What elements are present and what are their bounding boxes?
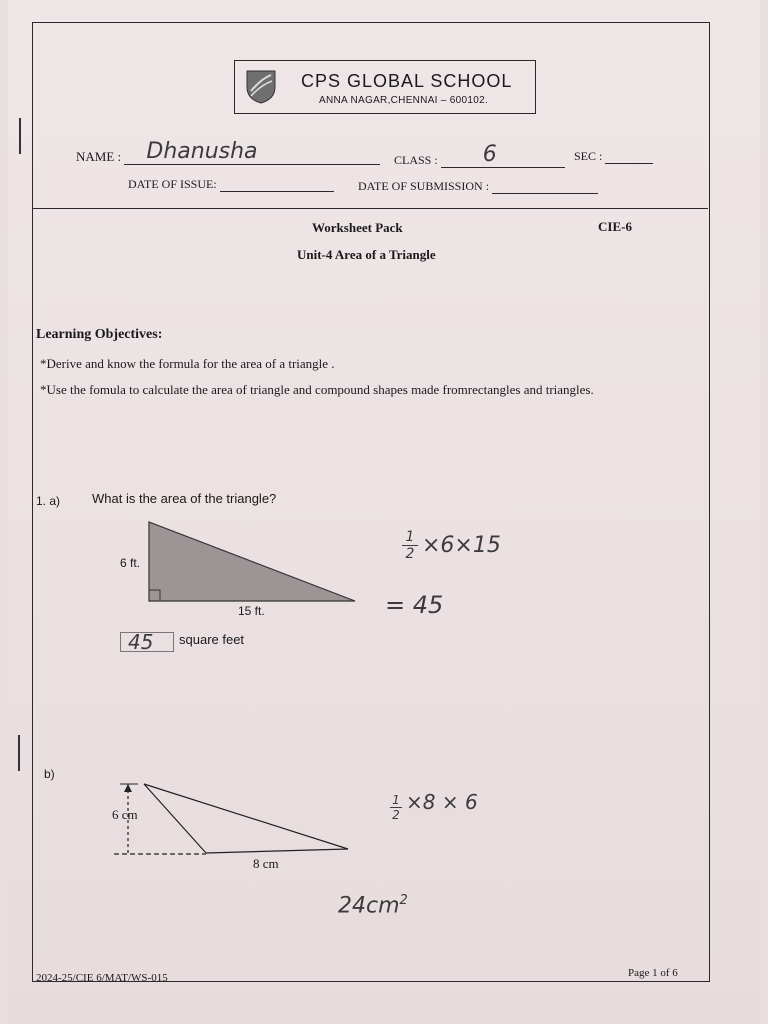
sec-field[interactable] (605, 149, 653, 164)
triangle-b-base-label: 8 cm (253, 856, 279, 871)
class-row (394, 142, 565, 168)
sec-row (574, 149, 653, 164)
name-label: NAME : (76, 149, 122, 164)
answer-a-unit: square feet (179, 632, 245, 647)
work-a-numerator: 1 (405, 529, 415, 545)
objective-item: *Use the fomula to calculate the area of triangle and compound shapes made fromrectangles and triangles. (40, 382, 594, 397)
date-issue-row (128, 177, 334, 192)
date-submission-label: DATE OF SUBMISSION : (358, 179, 490, 193)
document-code: 2024-25/CIE 6/MAT/WS-015 (36, 972, 168, 984)
work-b-fraction (390, 794, 402, 821)
header-divider (32, 208, 708, 209)
answer-b (338, 893, 408, 918)
worksheet-code: CIE-6 (598, 219, 632, 234)
school-crest-icon (245, 69, 277, 105)
worksheet-pack-title: Worksheet Pack (312, 220, 403, 235)
answer-b-exponent: 2 (399, 893, 408, 908)
date-submission-field[interactable] (492, 179, 598, 194)
triangle-a-figure (140, 516, 362, 608)
work-b-numerator: 1 (392, 793, 400, 807)
name-value: Dhanusha (146, 139, 258, 164)
school-address: ANNA NAGAR,CHENNAI – 600102. (319, 95, 489, 106)
work-a-denominator: 2 (405, 546, 415, 562)
question-a-text: What is the area of the triangle? (92, 491, 277, 506)
answer-a-value: 45 (128, 630, 154, 654)
margin-mark (19, 118, 21, 154)
name-field[interactable] (124, 139, 380, 165)
question-b-number: b) (44, 767, 55, 781)
work-a-line1: ×6×15 (422, 533, 501, 558)
date-issue-label: DATE OF ISSUE: (128, 177, 217, 191)
work-b-line: ×8 × 6 (406, 790, 478, 814)
school-header (234, 60, 536, 114)
school-name: CPS GLOBAL SCHOOL (301, 71, 513, 91)
unit-title: Unit-4 Area of a Triangle (297, 247, 436, 262)
triangle-a-height-label: 6 ft. (120, 556, 141, 570)
class-field[interactable] (441, 142, 565, 168)
date-submission-row (358, 179, 598, 194)
work-b-denominator: 2 (392, 808, 400, 822)
answer-b-value: 24cm (338, 893, 400, 919)
work-a-line2: = 45 (385, 591, 444, 619)
class-label: CLASS : (394, 153, 438, 167)
sec-label: SEC : (574, 149, 603, 163)
page-number: Page 1 of 6 (628, 967, 678, 979)
triangle-a-base-label: 15 ft. (238, 604, 265, 618)
objective-item: *Derive and know the formula for the area of a triangle . (40, 356, 335, 371)
objectives-heading: Learning Objectives: (36, 327, 163, 342)
name-row (76, 139, 380, 165)
date-issue-field[interactable] (220, 177, 334, 192)
class-value: 6 (482, 142, 497, 167)
triangle-b-height-label: 6 cm (112, 807, 138, 822)
work-a-fraction (402, 530, 418, 561)
triangle-b-figure (108, 778, 354, 862)
question-a-number: 1. a) (36, 494, 61, 508)
margin-mark (18, 735, 20, 771)
